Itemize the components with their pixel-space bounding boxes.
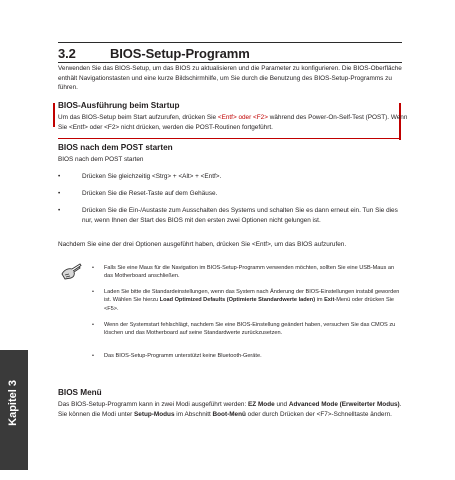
- note-text: Wenn der Systemstart fehlschlägt, nachdem Sie eine BIOS-Einstellung geändert haben, versuchen Sie das CMOS zu löschen und das Motherboard auf seine Standardwerte zurückzusetzen.: [104, 322, 396, 337]
- highlight-underline: [58, 138, 400, 139]
- chapter-tab-label: Kapitel 3: [7, 380, 19, 426]
- advanced-mode-label: Advanced Mode (Erweiterter Modus): [288, 401, 400, 408]
- hand-pencil-note-icon: [60, 262, 82, 282]
- startup-keys-highlight: <Entf> oder <F2>: [217, 114, 268, 121]
- boot-menu-label: Boot-Menü: [212, 410, 246, 418]
- after-post-heading: BIOS nach dem POST starten: [58, 143, 173, 152]
- menu-text: . Sie können die Modi unter: [58, 401, 402, 418]
- after-post-closing: Nachdem Sie eine der drei Optionen ausgeführt haben, drücken Sie <Entf>, um das BIOS aufzurufen.: [58, 241, 347, 248]
- intro-paragraph: Verwenden Sie das BIOS-Setup, um das BIOS zu aktualisieren und die Parameter zu konfigurieren. Die BIOS-Oberfläche enthält Navigationstasten und eine kurze Bildschirmhilfe, um Sie durch die Benutzung des BIOS-Setup-Programms zu führen.: [58, 65, 402, 92]
- bullet-icon: •: [92, 322, 94, 328]
- bullet-icon: •: [92, 265, 94, 271]
- bullet-icon: •: [92, 353, 94, 359]
- startup-text-a: Um das BIOS-Setup beim Start aufzurufen, drücken Sie: [58, 114, 218, 121]
- bullet-icon: •: [58, 207, 61, 214]
- note-item: [92, 321, 404, 338]
- setup-mode-label: Setup-Modus: [134, 410, 175, 418]
- menu-heading: BIOS Menü: [58, 388, 102, 397]
- bullet-text: Drücken Sie die Reset-Taste auf dem Gehäuse.: [82, 190, 218, 197]
- startup-heading: BIOS-Ausführung beim Startup: [58, 101, 180, 110]
- bullet-icon: •: [58, 190, 61, 197]
- chapter-side-tab: [0, 350, 28, 470]
- startup-text-b: während des Power-On-Self-Test (POST). Wenn Sie <Entf> oder <F2> nicht drücken, werden die POST-Routinen fortgeführt.: [58, 114, 408, 131]
- bullet-text: Drücken Sie die Ein-/Austaste zum Ausschalten des Systems und schalten Sie es dann erneut ein. Tun Sie dies nur, wenn Ihnen der Start des BIOS mit den ersten zwei Optionen nicht gelungen ist.: [82, 207, 398, 224]
- section-number: 3.2: [58, 46, 76, 61]
- note-item: [92, 352, 404, 360]
- section-heading: [58, 46, 250, 61]
- heading-rule: [58, 62, 402, 63]
- ez-mode-label: EZ Mode: [248, 401, 275, 408]
- section-title: BIOS-Setup-Programm: [110, 46, 250, 61]
- menu-text: und: [274, 401, 289, 408]
- bullet-icon: •: [58, 173, 61, 180]
- startup-paragraph: [58, 113, 408, 132]
- after-post-lead: BIOS nach dem POST starten: [58, 156, 144, 163]
- note-item: [92, 264, 404, 281]
- menu-text: im Abschnitt: [174, 410, 213, 418]
- top-rule: [58, 42, 402, 43]
- note-bold-exit: Exit: [324, 297, 335, 304]
- bullet-text: Drücken Sie gleichzeitig <Strg> + <Alt> + <Entf>.: [82, 173, 222, 180]
- note-text: im: [315, 297, 325, 304]
- highlight-bar-left: [53, 103, 55, 127]
- note-text: Das BIOS-Setup-Programm unterstützt keine Bluetooth-Geräte.: [104, 353, 262, 359]
- menu-paragraph: [58, 400, 408, 419]
- note-text: Falls Sie eine Maus für die Navigation im BIOS-Setup-Programm verwenden möchten, sollten Sie eine USB-Maus an das Motherboard anschließen.: [104, 265, 395, 280]
- note-bold-option: Load Optimized Defaults (Optimierte Standardwerte laden): [159, 297, 316, 304]
- menu-text: oder durch Drücken der <F7>-Schnelltaste ändern.: [245, 410, 392, 418]
- menu-text: Das BIOS-Setup-Programm kann in zwei Modi ausgeführt werden:: [58, 401, 249, 408]
- note-text: -Menü oder drücken Sie <F5>.: [104, 297, 395, 312]
- note-text: Laden Sie bitte die Standardeinstellungen, wenn das System nach Änderung der BIOS-Einstellungen instabil geworden ist. Wählen Sie hierzu: [104, 289, 400, 304]
- note-item: [92, 288, 404, 313]
- bullet-icon: •: [92, 289, 94, 295]
